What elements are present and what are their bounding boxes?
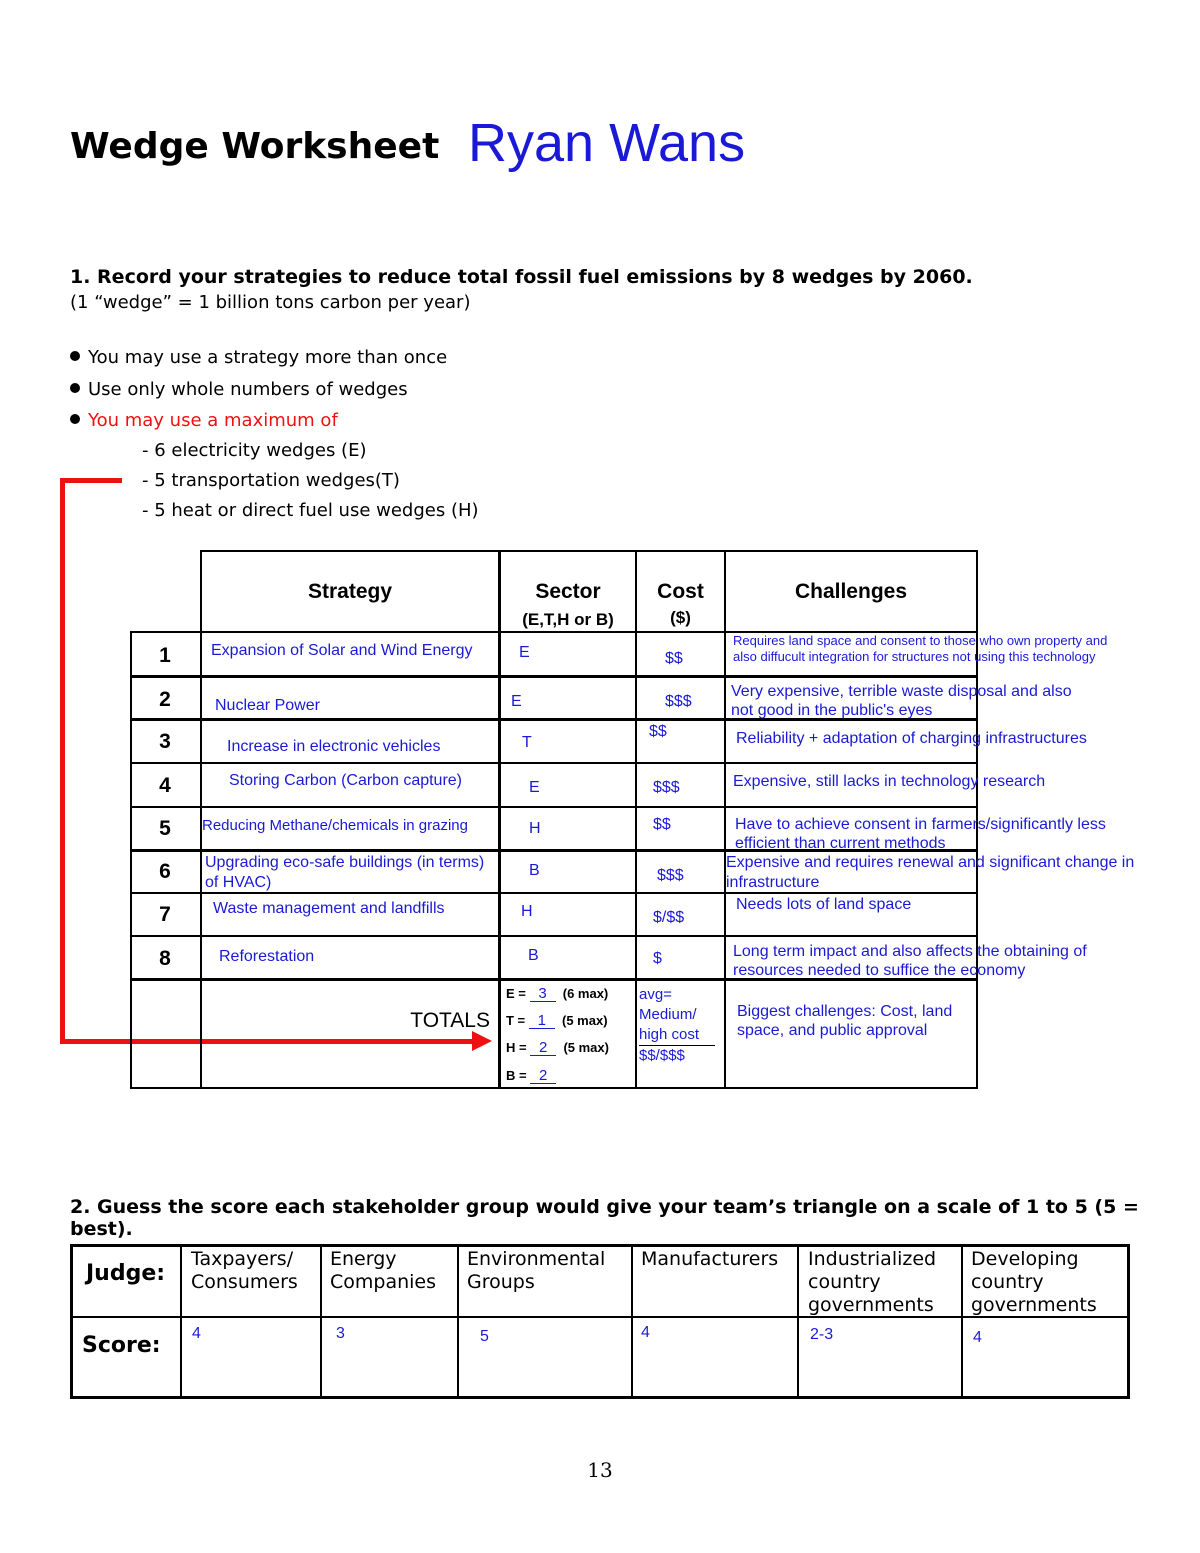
header-cost: Cost (657, 580, 704, 603)
biggest-challenges: Biggest challenges: Cost, land (737, 1003, 953, 1020)
judge-industrialized-governments: Industrialized country governments (808, 1248, 937, 1316)
arrow-top-segment (60, 478, 122, 483)
score-value: 2-3 (810, 1326, 834, 1343)
student-name: Ryan Wans (468, 113, 746, 173)
judge-energy-companies: Energy Companies (330, 1248, 437, 1293)
cost-value: $$ (665, 650, 683, 667)
header-sector: Sector (535, 580, 601, 603)
sector-value: B (528, 947, 539, 964)
score-label: Score: (82, 1333, 161, 1358)
header-challenges: Challenges (794, 580, 908, 603)
strategy-text: Expansion of Solar and Wind Energy (211, 642, 473, 659)
row-number: 4 (159, 774, 171, 797)
wedge-definition: (1 “wedge” = 1 billion tons carbon per year) (70, 292, 471, 313)
strategy-text: Upgrading eco-safe buildings (in terms) (205, 854, 485, 871)
judge-environmental-groups: Environmental Groups (467, 1248, 606, 1293)
row-number: 2 (159, 688, 171, 711)
sector-value: E (529, 779, 540, 796)
sector-value: H (521, 903, 533, 920)
challenge-text: Expensive, still lacks in technology research (733, 773, 1046, 790)
header-sector-sub: (E,T,H or B) (522, 610, 614, 629)
challenge-text: efficient than current methods (735, 835, 946, 848)
challenge-text: Very expensive, terrible waste disposal and also (731, 683, 1072, 700)
cost-average: avg= Medium/ high cost $$/$$$ (639, 985, 715, 1066)
row-number: 8 (159, 947, 171, 970)
total-electricity: E = 3 (6 max) (506, 985, 609, 1002)
bullet-icon (70, 414, 80, 424)
cost-value: $$ (649, 723, 667, 740)
totals-label: TOTALS (410, 1009, 490, 1032)
cost-value: $/$$ (653, 909, 685, 926)
bullet-item: Use only whole numbers of wedges (70, 379, 408, 400)
strategy-text: Increase in electronic vehicles (227, 738, 441, 755)
challenge-text: resources needed to suffice the economy (733, 962, 1026, 979)
total-b-value: 2 (530, 1068, 556, 1084)
row-number: 6 (159, 860, 171, 883)
cost-value: $$$ (657, 867, 684, 884)
strategy-text: Reforestation (219, 948, 315, 965)
total-t-value: 1 (529, 1013, 555, 1029)
question1-prompt: 1. Record your strategies to reduce total fossil fuel emissions by 8 wedges by 2060. (70, 266, 973, 288)
strategy-text-line2: of HVAC) (205, 874, 272, 891)
challenge-text: Expensive and requires renewal and significant change in (726, 854, 1135, 871)
total-heat: H = 2 (5 max) (506, 1039, 609, 1056)
row-number: 1 (159, 644, 171, 667)
sector-value: T (522, 734, 532, 751)
limit-transportation: - 5 transportation wedges(T) (142, 470, 400, 491)
judge-manufacturers: Manufacturers (641, 1248, 779, 1270)
score-value: 4 (192, 1325, 201, 1342)
worksheet-title: Wedge Worksheet (70, 126, 440, 167)
challenge-text: infrastructure (726, 874, 820, 891)
page-number: 13 (587, 1458, 613, 1482)
arrow-bottom-segment (60, 1039, 474, 1044)
question2-prompt: 2. Guess the score each stakeholder group would give your team’s triangle on a scale of 1 to 5 (5 = best). (70, 1196, 1139, 1240)
judge-taxpayers: Taxpayers/ Consumers (191, 1248, 298, 1293)
total-transportation: T = 1 (5 max) (506, 1012, 608, 1029)
bullet-item: You may use a strategy more than once (70, 347, 447, 368)
arrowhead-icon (472, 1031, 492, 1051)
score-value: 4 (973, 1329, 982, 1346)
cost-value: $ (653, 950, 662, 967)
strategy-text: Waste management and landfills (213, 900, 445, 917)
sector-value: E (519, 644, 530, 661)
row-number: 3 (159, 730, 171, 753)
score-value: 4 (641, 1324, 650, 1341)
cost-value: $$$ (653, 779, 680, 796)
challenge-text: Needs lots of land space (736, 896, 912, 913)
row-number: 5 (159, 817, 171, 840)
strategy-text: Nuclear Power (215, 697, 320, 714)
bullet-icon (70, 383, 80, 393)
score-value: 5 (480, 1328, 489, 1345)
judge-developing-governments: Developing country governments (971, 1248, 1097, 1316)
challenge-text: Have to achieve consent in farmers/significantly less (735, 816, 1106, 833)
biggest-challenges-line2: space, and public approval (737, 1022, 928, 1039)
row-number: 7 (159, 903, 171, 926)
sector-value: H (529, 820, 541, 837)
limit-heat: - 5 heat or direct fuel use wedges (H) (142, 500, 479, 521)
cost-value: $$$ (665, 693, 692, 710)
challenge-text: not good in the public's eyes (731, 702, 933, 719)
header-cost-sub: ($) (670, 608, 691, 627)
limit-electricity: - 6 electricity wedges (E) (142, 440, 367, 461)
total-buildings: B = 2 (506, 1068, 556, 1084)
judge-label: Judge: (86, 1261, 166, 1286)
strategy-text: Reducing Methane/chemicals in grazing (202, 817, 468, 834)
score-value: 3 (336, 1325, 345, 1342)
strategy-text: Storing Carbon (Carbon capture) (229, 772, 463, 789)
challenge-text: also diffucult integration for structures not using this technology (733, 649, 1096, 664)
cost-value: $$ (653, 816, 671, 833)
total-h-value: 2 (530, 1040, 556, 1056)
sector-value: B (529, 862, 540, 879)
total-e-value: 3 (530, 986, 556, 1002)
sector-value: E (511, 693, 522, 710)
challenge-text: Requires land space and consent to those who own property and (733, 633, 1108, 648)
challenge-text: Long term impact and also affects the obtaining of (733, 943, 1087, 960)
bullet-item: You may use a maximum of (70, 410, 338, 431)
bullet-icon (70, 351, 80, 361)
arrow-vertical-segment (60, 478, 65, 1044)
challenge-text: Reliability + adaptation of charging infrastructures (736, 730, 1087, 747)
header-strategy: Strategy (307, 580, 393, 603)
